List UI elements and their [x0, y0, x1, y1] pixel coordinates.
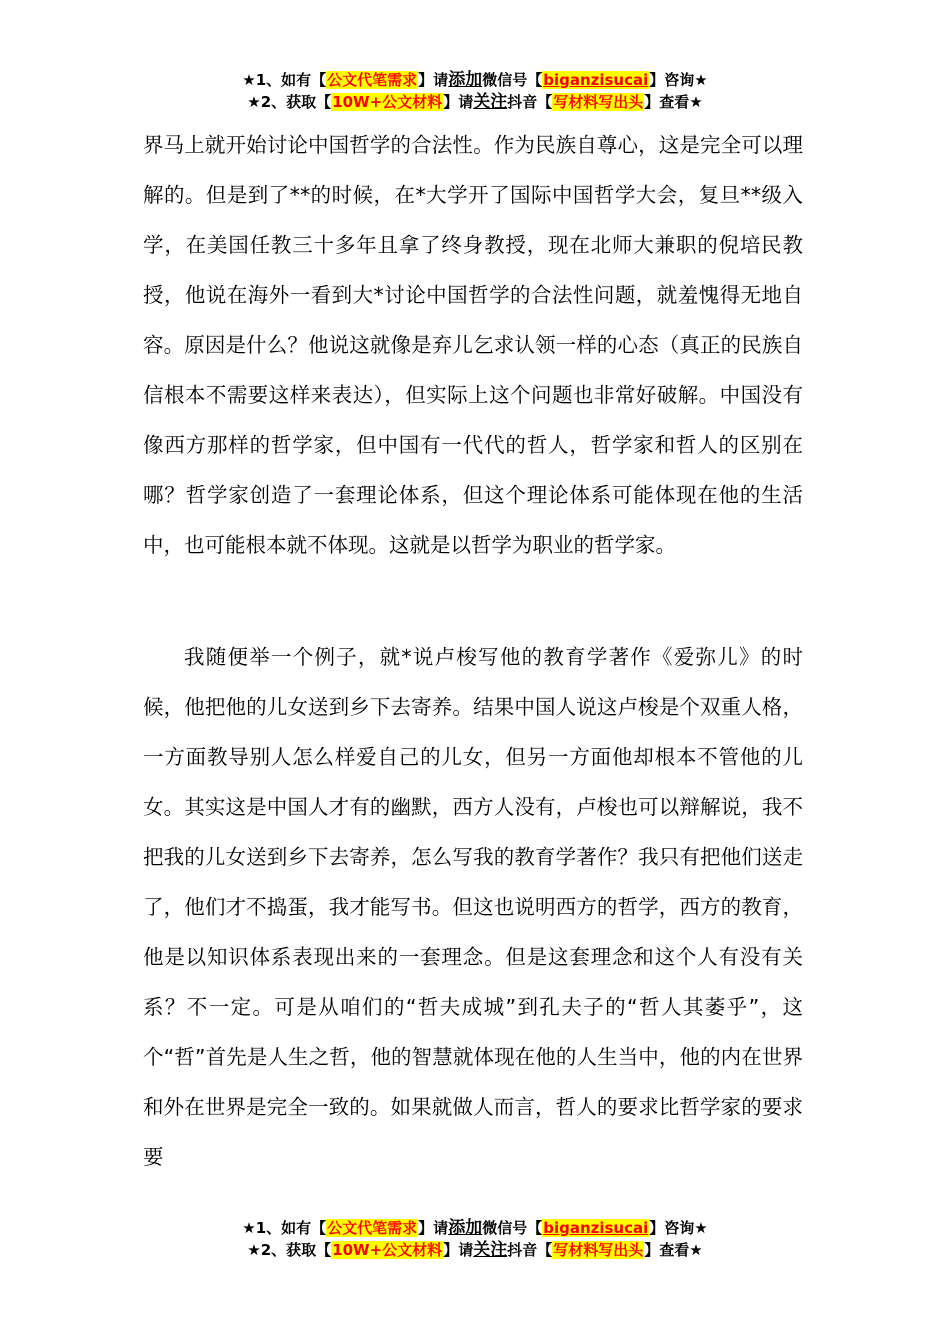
douyin-account[interactable]: 写材料写出头 — [553, 1241, 644, 1259]
banner-line-2 — [0, 1239, 950, 1261]
banner-text: 】请 — [418, 71, 449, 89]
banner-text: 微信号【 — [482, 1219, 543, 1237]
banner-text: 2、获取【 — [260, 93, 332, 111]
banner-text: 】请 — [418, 1219, 449, 1237]
banner-text: 微信号【 — [482, 71, 543, 89]
banner-text: 1、如有【 — [255, 1219, 327, 1237]
star-icon: ★ — [242, 1219, 256, 1237]
highlight-service: 公文代笔需求 — [327, 71, 418, 89]
banner-line-2 — [0, 91, 950, 113]
banner-text: 】请 — [443, 93, 474, 111]
emphasis-add: 添加 — [448, 70, 483, 90]
banner-text: 】咨询★ — [649, 71, 708, 89]
banner-line-1 — [0, 69, 950, 91]
banner-line-1 — [0, 1217, 950, 1239]
wechat-id[interactable]: biganzisucai — [543, 71, 649, 89]
highlight-materials: 10W+公文材料 — [332, 93, 443, 111]
banner-text: 】咨询★ — [649, 1219, 708, 1237]
banner-text: 抖音【 — [507, 93, 553, 111]
star-icon: ★ — [242, 71, 256, 89]
banner-text: 2、获取【 — [260, 1241, 332, 1259]
emphasis-follow: 关注 — [473, 92, 508, 112]
banner-text: 抖音【 — [507, 1241, 553, 1259]
douyin-account[interactable]: 写材料写出头 — [553, 93, 644, 111]
banner-text: 】查看★ — [644, 93, 703, 111]
highlight-materials: 10W+公文材料 — [332, 1241, 443, 1259]
banner-text: 】请 — [443, 1241, 474, 1259]
body-paragraph-1: 界马上就开始讨论中国哲学的合法性。作为民族自尊心，这是完全可以理解的。但是到了**的时候，在*大学开了国际中国哲学大会，复旦**级入学，在美国任教三十多年且拿了终身教授，现在北师大兼职的倪培民教授，他说在海外一看到大*讨论中国哲学的合法性问题，就羞愧得无地自容。原因是什么？他说这就像是弃儿乞求认领一样的心态（真正的民族自信根本不需要这样来表达），但实际上这个问题也非常好破解。中国没有像西方那样的哲学家，但中国有一代代的哲人，哲学家和哲人的区别在哪？哲学家创造了一套理论体系，但这个理论体系可能体现在他的生活中，也可能根本就不体现。这就是以哲学为职业的哲学家。 — [143, 133, 803, 557]
wechat-id[interactable]: biganzisucai — [543, 1219, 649, 1237]
header-banner — [0, 69, 950, 113]
body-paragraph-2: 我随便举一个例子，就*说卢梭写他的教育学著作《爱弥儿》的时候，他把他的儿女送到乡下去寄养。结果中国人说这卢梭是个双重人格，一方面教导别人怎么样爱自己的儿女，但另一方面他却根本不管他的儿女。其实这是中国人才有的幽默，西方人没有，卢梭也可以辩解说，我不把我的儿女送到乡下去寄养，怎么写我的教育学著作？我只有把他们送走了，他们才不捣蛋，我才能写书。但这也说明西方的哲学，西方的教育，他是以知识体系表现出来的一套理念。但是这套理念和这个人有没有关系？不一定。可是从咱们的“哲夫成城”到孔夫子的“哲人其萎乎”，这个“哲”首先是人生之哲，他的智慧就体现在他的人生当中，他的内在世界和外在世界是完全一致的。如果就做人而言，哲人的要求比哲学家的要求要 — [143, 645, 803, 1169]
footer-banner — [0, 1217, 950, 1261]
highlight-service: 公文代笔需求 — [327, 1219, 418, 1237]
banner-text: 】查看★ — [644, 1241, 703, 1259]
star-icon: ★ — [247, 93, 261, 111]
star-icon: ★ — [247, 1241, 261, 1259]
banner-text: 1、如有【 — [255, 71, 327, 89]
emphasis-add: 添加 — [448, 1218, 483, 1238]
emphasis-follow: 关注 — [473, 1240, 508, 1260]
